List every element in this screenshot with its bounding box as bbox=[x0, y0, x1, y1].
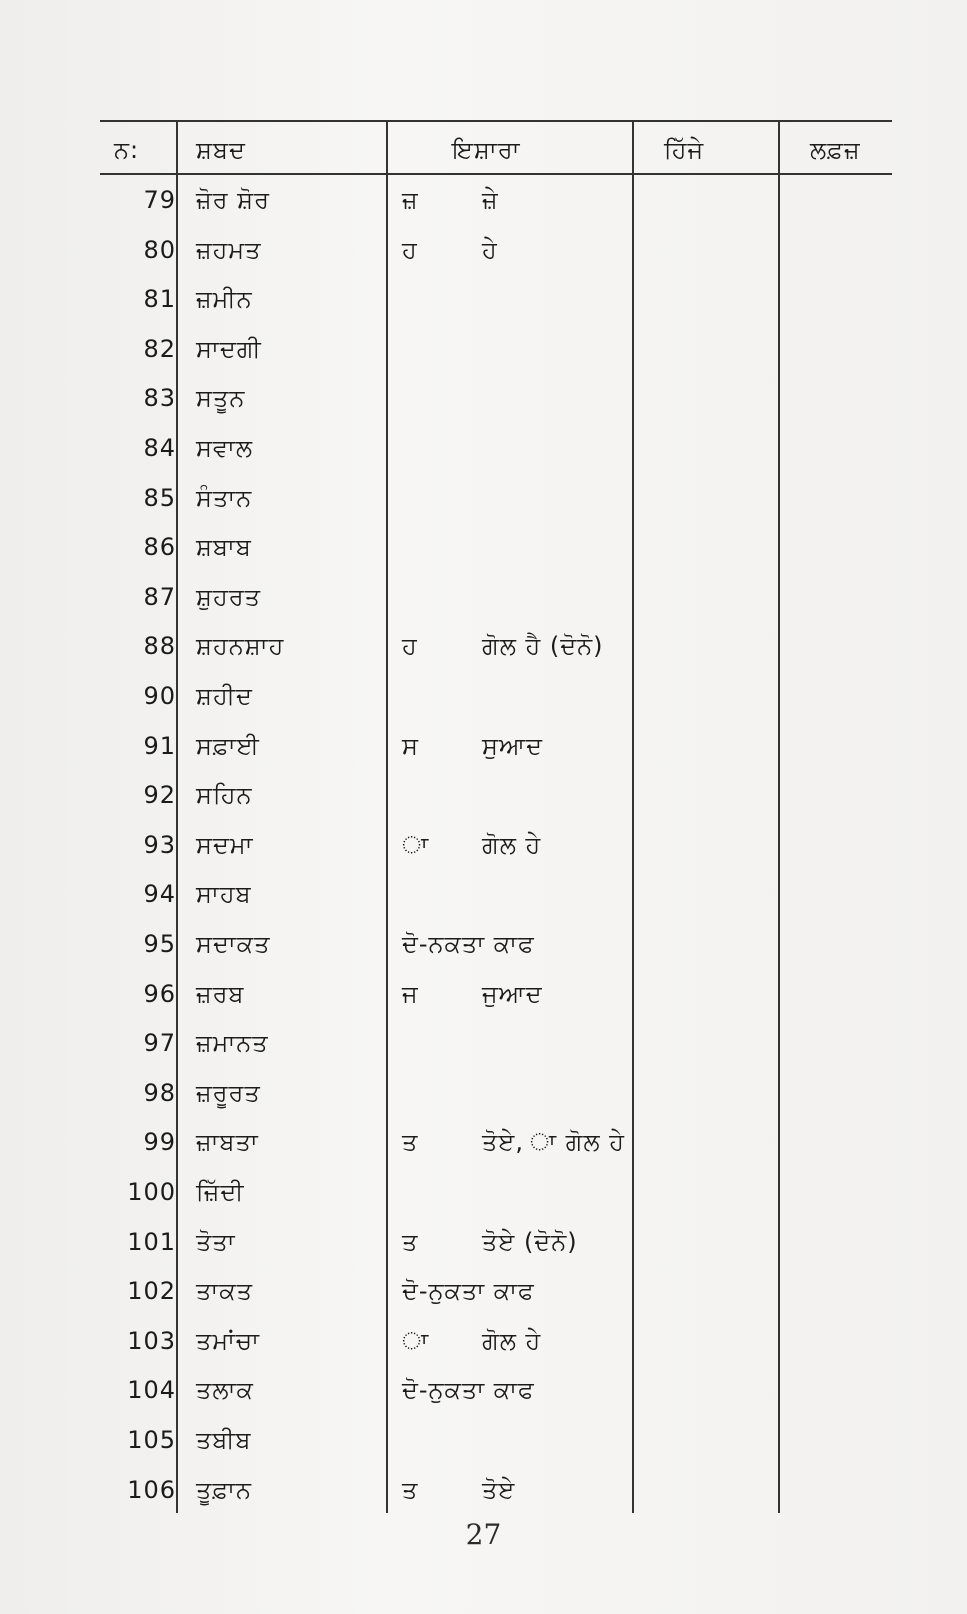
table-row bbox=[0, 1321, 967, 1369]
row-word: ਸਾਦਗੀ bbox=[196, 334, 262, 363]
row-word: ਸਫ਼ਾਈ bbox=[196, 731, 260, 760]
row-word: ਜ਼ਾਬਤਾ bbox=[196, 1128, 259, 1157]
row-sign-primary: ਦੋ-ਨਕਤਾ ਕਾਫ bbox=[402, 930, 535, 958]
row-word: ਸ਼ਬਾਬ bbox=[196, 533, 252, 562]
row-sign-primary: ਹ bbox=[402, 632, 418, 661]
row-number: 87 bbox=[143, 582, 176, 611]
row-number: 104 bbox=[127, 1376, 176, 1405]
table-row bbox=[0, 230, 967, 278]
table-row bbox=[0, 1172, 967, 1220]
row-number: 100 bbox=[127, 1178, 176, 1206]
row-sign-secondary: ਗੋਲ ਹੈ (ਦੋਨੋ) bbox=[482, 632, 604, 661]
header-word: ਸ਼ਬਦ bbox=[196, 136, 246, 164]
row-number: 103 bbox=[127, 1326, 176, 1355]
row-word: ਜ਼ਰਬ bbox=[196, 979, 245, 1008]
row-sign-secondary: ਸੁਆਦ bbox=[482, 731, 543, 760]
row-number: 102 bbox=[127, 1277, 176, 1306]
row-word: ਸਦਾਕਤ bbox=[196, 930, 271, 958]
row-number: 85 bbox=[143, 483, 176, 512]
header-lafaz: ਲਫ਼ਜ਼ bbox=[810, 136, 861, 164]
row-sign-primary: ਾ bbox=[402, 1326, 430, 1355]
table-row bbox=[0, 874, 967, 922]
row-sign-secondary: ਗੋਲ ਹੇ bbox=[482, 1326, 542, 1355]
row-sign-secondary: ਤੋਏ bbox=[482, 1475, 516, 1504]
table-row bbox=[0, 180, 967, 228]
row-number: 80 bbox=[143, 235, 176, 264]
page-number: 27 bbox=[465, 1518, 502, 1551]
table-top-rule bbox=[100, 120, 892, 122]
table-row bbox=[0, 626, 967, 674]
row-word: ਸਵਾਲ bbox=[196, 434, 254, 462]
row-word: ਤਮਾਂਚਾ bbox=[196, 1326, 260, 1355]
row-number: 98 bbox=[143, 1078, 176, 1107]
row-number: 82 bbox=[143, 334, 176, 363]
table-row bbox=[0, 1370, 967, 1418]
row-number: 106 bbox=[127, 1475, 176, 1504]
row-sign-primary: ਜ bbox=[402, 979, 419, 1008]
row-sign-secondary: ਜ਼ੇ bbox=[482, 186, 499, 214]
row-word: ਸਾਹਬ bbox=[196, 880, 252, 909]
row-number: 92 bbox=[143, 781, 176, 810]
row-sign-primary: ਦੋ-ਨੁਕਤਾ ਕਾਫ bbox=[402, 1376, 535, 1405]
row-number: 84 bbox=[143, 434, 176, 462]
row-sign-secondary: ਜੁਆਦ bbox=[482, 979, 543, 1008]
row-word: ਜ਼ਮਾਨਤ bbox=[196, 1029, 269, 1058]
row-number: 91 bbox=[143, 731, 176, 760]
row-sign-primary: ਸ bbox=[402, 731, 419, 760]
row-word: ਤਬੀਬ bbox=[196, 1426, 252, 1454]
row-sign-primary: ਤ bbox=[402, 1475, 419, 1504]
table-row bbox=[0, 1122, 967, 1170]
row-sign-secondary: ਹੇ bbox=[482, 235, 498, 264]
table-row bbox=[0, 428, 967, 476]
row-word: ਜ਼ਹਮਤ bbox=[196, 235, 262, 264]
row-word: ਜ਼ੋਰ ਸ਼ੋਰ bbox=[196, 186, 271, 214]
row-number: 93 bbox=[143, 830, 176, 859]
row-sign-primary: ਾ bbox=[402, 830, 430, 859]
row-word: ਤੋਤਾ bbox=[196, 1227, 236, 1256]
table-row bbox=[0, 279, 967, 327]
table-row bbox=[0, 329, 967, 377]
row-word: ਤੂਫ਼ਾਨ bbox=[196, 1475, 252, 1504]
row-number: 96 bbox=[143, 979, 176, 1008]
table-row bbox=[0, 1271, 967, 1319]
row-sign-primary: ਹ bbox=[402, 235, 418, 264]
table-row bbox=[0, 775, 967, 823]
table-row bbox=[0, 726, 967, 774]
table-row bbox=[0, 676, 967, 724]
row-word: ਜ਼ਿੱਦੀ bbox=[196, 1178, 245, 1206]
row-number: 90 bbox=[143, 682, 176, 710]
row-word: ਤਲਾਕ bbox=[196, 1376, 254, 1405]
row-number: 79 bbox=[143, 186, 176, 214]
row-number: 97 bbox=[143, 1029, 176, 1058]
row-sign-secondary: ਤੋਏ (ਦੋਨੋ) bbox=[482, 1227, 578, 1256]
row-word: ਸਦਮਾ bbox=[196, 830, 254, 859]
row-word: ਸ਼ੁਹਰਤ bbox=[196, 582, 261, 611]
table-row bbox=[0, 577, 967, 625]
row-sign-primary: ਤ bbox=[402, 1128, 419, 1157]
row-number: 101 bbox=[127, 1227, 176, 1256]
table-row bbox=[0, 1470, 967, 1518]
table-row bbox=[0, 1023, 967, 1071]
row-number: 99 bbox=[143, 1128, 176, 1157]
row-word: ਸੰਤਾਨ bbox=[196, 483, 253, 512]
row-sign-primary: ਜ਼ bbox=[402, 186, 419, 214]
row-sign-primary: ਦੋ-ਨੁਕਤਾ ਕਾਫ bbox=[402, 1277, 535, 1306]
row-sign-secondary: ਗੋਲ ਹੇ bbox=[482, 830, 542, 859]
row-number: 88 bbox=[143, 632, 176, 661]
row-word: ਸਤੂਨ bbox=[196, 384, 246, 413]
row-word: ਸਹਿਨ bbox=[196, 781, 253, 810]
row-number: 94 bbox=[143, 880, 176, 909]
row-word: ਸ਼ਹਨਸ਼ਾਹ bbox=[196, 632, 285, 661]
table-row bbox=[0, 825, 967, 873]
table-row bbox=[0, 378, 967, 426]
table-row bbox=[0, 527, 967, 575]
row-sign-primary: ਤ bbox=[402, 1227, 419, 1256]
row-number: 105 bbox=[127, 1426, 176, 1454]
row-word: ਜ਼ਮੀਨ bbox=[196, 285, 253, 314]
row-number: 83 bbox=[143, 384, 176, 413]
table-row bbox=[0, 1222, 967, 1270]
table-header-rule bbox=[100, 173, 892, 175]
table-row bbox=[0, 1073, 967, 1121]
row-number: 86 bbox=[143, 533, 176, 562]
row-word: ਤਾਕਤ bbox=[196, 1277, 253, 1306]
table-row bbox=[0, 478, 967, 526]
header-spelling: ਹਿੱਜੇ bbox=[664, 136, 705, 164]
row-number: 81 bbox=[143, 285, 176, 314]
header-sign: ਇਸ਼ਾਰਾ bbox=[452, 136, 521, 164]
header-number: ਨ: bbox=[114, 136, 140, 164]
row-sign-secondary: ਤੋਏ, ਾ ਗੋਲ ਹੇ bbox=[482, 1128, 625, 1157]
row-word: ਜ਼ਰੂਰਤ bbox=[196, 1078, 261, 1107]
table-row bbox=[0, 924, 967, 972]
table-row bbox=[0, 974, 967, 1022]
row-number: 95 bbox=[143, 930, 176, 958]
row-word: ਸ਼ਹੀਦ bbox=[196, 682, 253, 710]
table-row bbox=[0, 1420, 967, 1468]
